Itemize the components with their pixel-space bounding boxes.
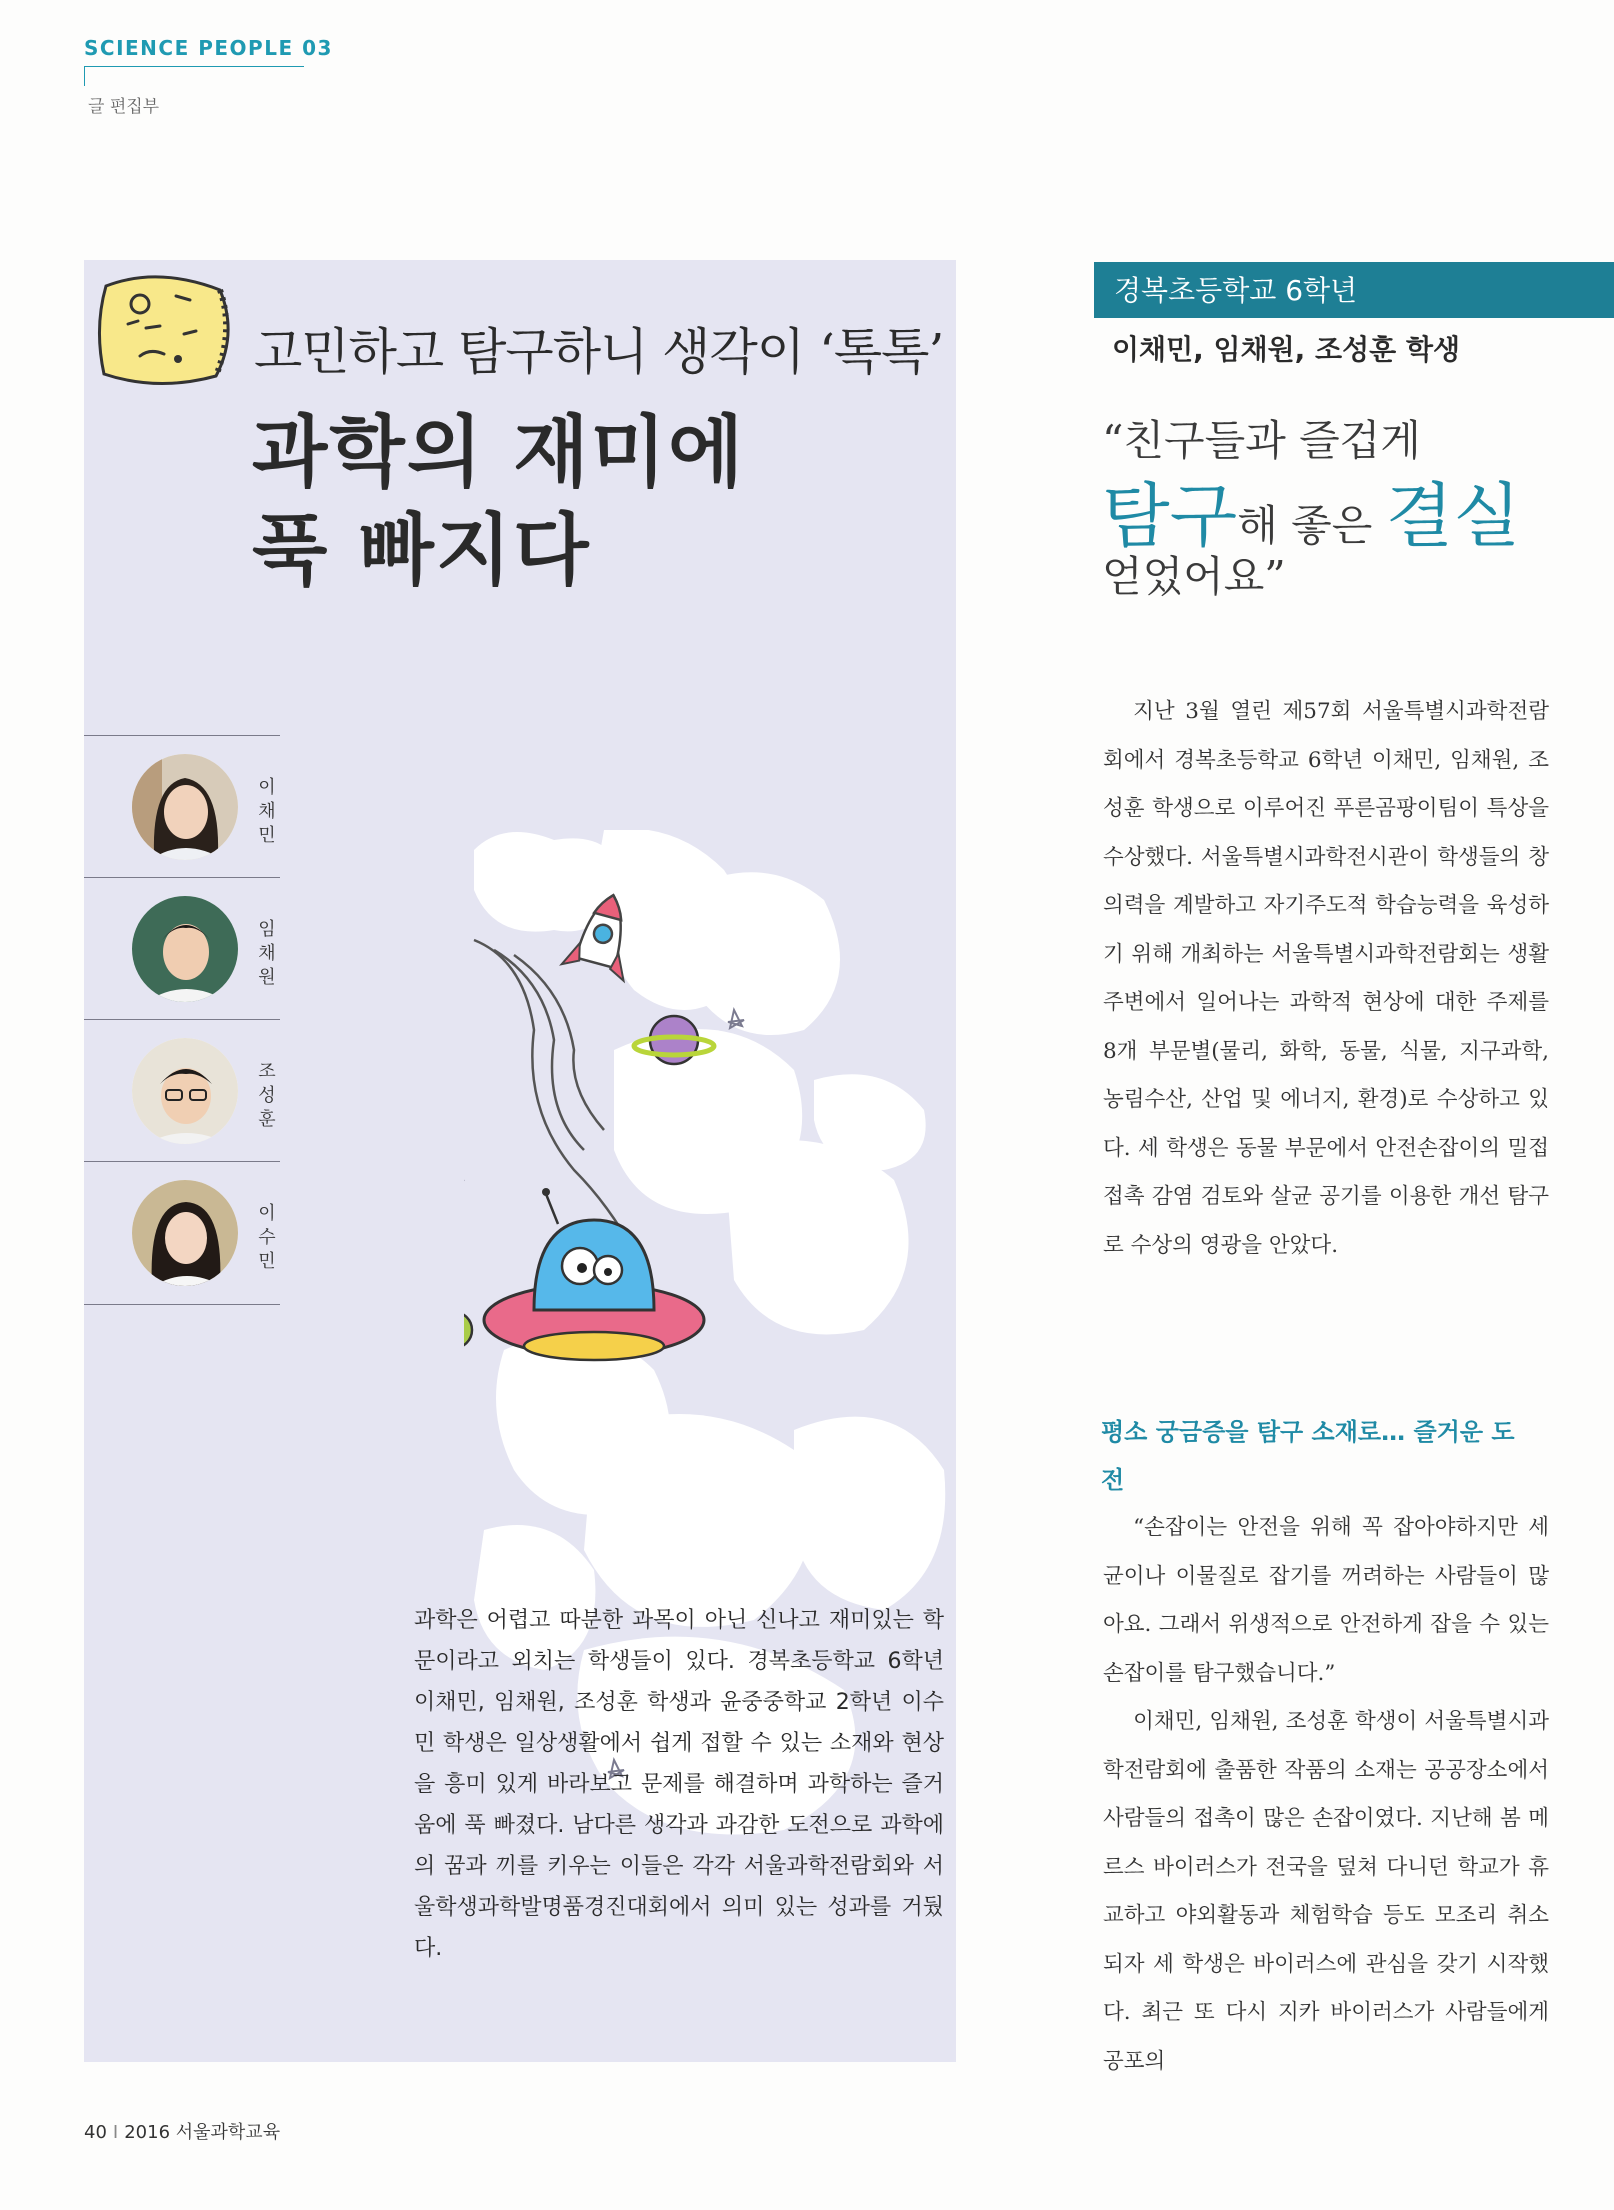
moon-sketch-icon bbox=[88, 264, 238, 394]
hero-title-line-1: 과학의 재미에 bbox=[252, 407, 746, 498]
footer-separator: I bbox=[112, 2122, 119, 2143]
profile-row bbox=[84, 1161, 280, 1305]
article-paragraph: “손잡이는 안전을 위해 꼭 잡아야하지만 세균이나 이물질로 잡기를 꺼려하는 사람들이 많아요. 그래서 위생적으로 안전하게 잡을 수 있는 손잡이를 탐구했습니다.” bbox=[1103, 1515, 1549, 1686]
hero-title-line-2: 푹 빠지다 bbox=[252, 505, 591, 596]
profile-row bbox=[84, 735, 280, 878]
section-label: SCIENCE PEOPLE 03 bbox=[84, 36, 333, 60]
avatar bbox=[132, 1038, 238, 1144]
page-footer bbox=[84, 2118, 280, 2144]
article-paragraph: 지난 3월 열린 제57회 서울특별시과학전람회에서 경복초등학교 6학년 이채민, 임채원, 조성훈 학생으로 이루어진 푸른곰팡이팀이 특상을 수상했다. 서울특별시과학전시관이 학생들의 창의력을 계발하고 자기주도적 학습능력을 육성하기 위해 개최하는 서울특별시과학전람회는 생활주변에서 일어나는 과학적 현상에 대한 주제를 8개 부문별(물리, 화학, 동물, 식물, 지구과학, 농림수산, 산업 및 에너지, 환경)로 수상하고 있다. 세 학생은 동물 부문에서 안전손잡이의 밀접 접촉 감염 검토와 살균 공기를 이용한 개선 탐구로 수상의 영광을 안았다. bbox=[1103, 699, 1549, 1258]
intro-paragraph: 과학은 어렵고 따분한 과목이 아닌 신나고 재미있는 학문이라고 외치는 학생들이 있다. 경복초등학교 6학년 이채민, 임채원, 조성훈 학생과 윤중중학교 2학년 이수민 학생은 일상생활에서 쉽게 접할 수 있는 소재와 현상을 흥미 있게 바라보고 문제를 해결하며 과학하는 즐거움에 푹 빠졌다. 남다른 생각과 과감한 도전으로 과학에의 꿈과 끼를 키우는 이들은 각각 서울과학전람회와 서울학생과학발명품경진대회에서 의미 있는 성과를 거뒀다. bbox=[414, 1608, 944, 1961]
hero-subtitle: 고민하고 탐구하니 생각이 ‘톡톡’ bbox=[254, 323, 944, 381]
pull-quote-emphasis: 탐구 bbox=[1102, 475, 1238, 557]
article-paragraph: 이채민, 임채원, 조성훈 학생이 서울특별시과학전람회에 출품한 작품의 소재는 공공장소에서 사람들의 접촉이 많은 손잡이였다. 지난해 봄 메르스 바이러스가 전국을 덮쳐 다니던 학교가 휴교하고 야외활동과 체험학습 등도 모조리 취소되자 세 학생은 바이러스에 관심을 갖기 시작했다. 최근 또 다시 지카 바이러스가 사람들에게 공포의 bbox=[1103, 1709, 1549, 2074]
section-rule bbox=[84, 66, 304, 67]
school-banner-text: 경복초등학교 6학년 bbox=[1114, 274, 1358, 307]
profile-row bbox=[84, 1019, 280, 1162]
avatar bbox=[132, 896, 238, 1002]
profile-name: 조 성 훈 bbox=[258, 1061, 276, 1130]
profile-row bbox=[84, 877, 280, 1020]
section-rule-tick bbox=[84, 66, 85, 86]
avatar bbox=[132, 1180, 238, 1286]
profile-name: 임 채 원 bbox=[258, 919, 276, 988]
article-subheading: 평소 궁금증을 탐구 소재로… 즐거운 도전 bbox=[1101, 1418, 1515, 1494]
hero-panel bbox=[84, 260, 956, 2062]
pull-quote-emphasis: 결실 bbox=[1385, 475, 1521, 557]
byline: 글 편집부 bbox=[88, 97, 160, 117]
pull-quote-line-1: “친구들과 즐겁게 bbox=[1102, 416, 1421, 465]
profile-name: 이 채 민 bbox=[258, 777, 276, 846]
avatar bbox=[132, 754, 238, 860]
pull-quote-text: 해 좋은 bbox=[1237, 501, 1386, 550]
page-number: 40 bbox=[84, 2122, 107, 2143]
student-names: 이채민, 임채원, 조성훈 학생 bbox=[1112, 333, 1461, 366]
pull-quote-line-3: 얻었어요” bbox=[1102, 552, 1286, 601]
profile-name: 이 수 민 bbox=[258, 1203, 276, 1272]
publication-name: 2016 서울과학교육 bbox=[124, 2122, 281, 2143]
